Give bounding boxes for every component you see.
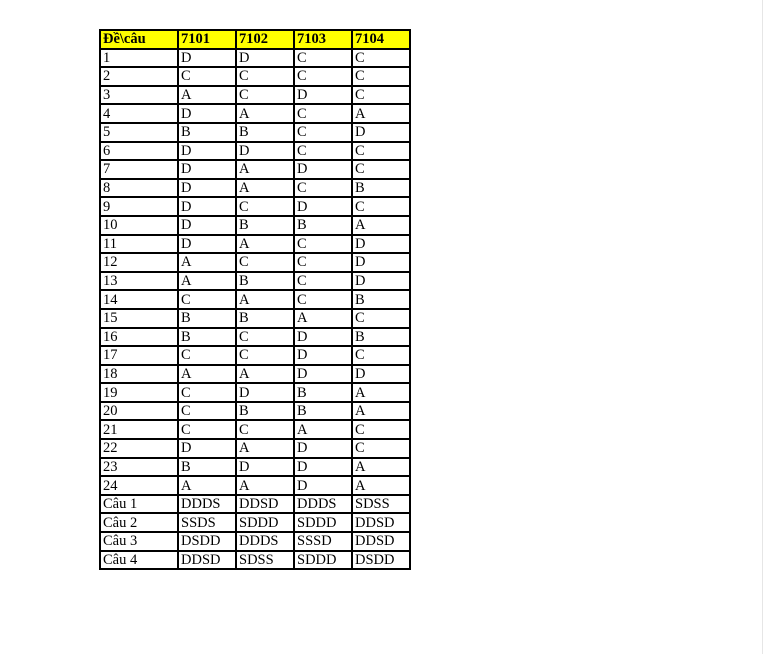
answer-cell: C [294, 49, 352, 68]
answer-cell: D [178, 104, 236, 123]
table-row [100, 551, 410, 570]
answer-cell: SDSS [236, 551, 294, 570]
answer-cell: B [352, 179, 410, 198]
question-number-cell: 10 [100, 216, 178, 235]
answer-cell: DDDS [236, 532, 294, 551]
table-row [100, 123, 410, 142]
answer-cell: C [352, 346, 410, 365]
header-cell-exam-code: 7102 [236, 30, 294, 49]
table-row [100, 67, 410, 86]
answer-key-table [99, 29, 411, 570]
answer-cell: A [236, 235, 294, 254]
question-number-cell: 24 [100, 476, 178, 495]
table-row [100, 290, 410, 309]
answer-cell: DDDS [178, 495, 236, 514]
question-number-cell: 14 [100, 290, 178, 309]
question-number-cell: 2 [100, 67, 178, 86]
question-number-cell: Câu 2 [100, 513, 178, 532]
answer-cell: A [236, 476, 294, 495]
answer-cell: C [352, 439, 410, 458]
answer-cell: C [236, 86, 294, 105]
question-number-cell: 8 [100, 179, 178, 198]
answer-cell: B [352, 328, 410, 347]
table-row [100, 402, 410, 421]
answer-cell: A [236, 104, 294, 123]
answer-cell: C [236, 253, 294, 272]
header-cell-exam-code: 7103 [294, 30, 352, 49]
answer-cell: A [178, 476, 236, 495]
answer-cell: C [178, 402, 236, 421]
table-row [100, 197, 410, 216]
table-row [100, 272, 410, 291]
question-number-cell: Câu 1 [100, 495, 178, 514]
answer-cell: C [294, 179, 352, 198]
answer-cell: D [178, 160, 236, 179]
answer-cell: C [294, 67, 352, 86]
answer-cell: DDDS [294, 495, 352, 514]
answer-cell: D [294, 439, 352, 458]
answer-cell: C [294, 253, 352, 272]
table-row [100, 532, 410, 551]
table-row [100, 49, 410, 68]
answer-cell: D [178, 235, 236, 254]
question-number-cell: 16 [100, 328, 178, 347]
question-number-cell: 5 [100, 123, 178, 142]
table-row [100, 86, 410, 105]
answer-cell: D [294, 160, 352, 179]
answer-cell: DDSD [178, 551, 236, 570]
answer-cell: B [294, 216, 352, 235]
table-row [100, 476, 410, 495]
question-number-cell: 19 [100, 383, 178, 402]
answer-cell: D [178, 179, 236, 198]
table-row [100, 253, 410, 272]
answer-cell: D [236, 49, 294, 68]
answer-cell: D [178, 142, 236, 161]
answer-cell: A [352, 458, 410, 477]
answer-cell: C [352, 49, 410, 68]
answer-cell: C [236, 346, 294, 365]
answer-cell: B [236, 216, 294, 235]
question-number-cell: 11 [100, 235, 178, 254]
header-row [100, 30, 410, 49]
answer-cell: C [352, 309, 410, 328]
question-number-cell: 9 [100, 197, 178, 216]
table-row [100, 160, 410, 179]
answer-cell: B [236, 272, 294, 291]
table-row [100, 235, 410, 254]
answer-cell: SSSD [294, 532, 352, 551]
answer-cell: D [352, 365, 410, 384]
answer-cell: C [178, 346, 236, 365]
table-row [100, 420, 410, 439]
answer-cell: B [178, 309, 236, 328]
answer-cell: B [178, 458, 236, 477]
answer-cell: A [352, 476, 410, 495]
answer-cell: D [294, 328, 352, 347]
answer-cell: B [236, 402, 294, 421]
answer-cell: SSDS [178, 513, 236, 532]
answer-cell: D [294, 346, 352, 365]
answer-cell: DDSD [352, 513, 410, 532]
question-number-cell: 22 [100, 439, 178, 458]
answer-cell: SDDD [294, 551, 352, 570]
question-number-cell: 18 [100, 365, 178, 384]
answer-cell: D [178, 216, 236, 235]
answer-cell: D [236, 458, 294, 477]
answer-cell: D [352, 123, 410, 142]
answer-cell: D [294, 365, 352, 384]
answer-cell: C [178, 420, 236, 439]
question-number-cell: 1 [100, 49, 178, 68]
answer-cell: D [236, 142, 294, 161]
question-number-cell: 21 [100, 420, 178, 439]
question-number-cell: 13 [100, 272, 178, 291]
page-edge-line [762, 0, 763, 654]
table-row [100, 383, 410, 402]
answer-cell: DSDD [178, 532, 236, 551]
question-number-cell: 4 [100, 104, 178, 123]
answer-cell: D [294, 476, 352, 495]
answer-cell: C [236, 67, 294, 86]
question-number-cell: 12 [100, 253, 178, 272]
answer-cell: SDSS [352, 495, 410, 514]
answer-cell: A [352, 402, 410, 421]
question-number-cell: 7 [100, 160, 178, 179]
question-number-cell: Câu 3 [100, 532, 178, 551]
answer-cell: C [236, 420, 294, 439]
answer-cell: A [352, 216, 410, 235]
answer-cell: SDDD [236, 513, 294, 532]
answer-cell: C [352, 197, 410, 216]
table-row [100, 346, 410, 365]
question-number-cell: Câu 4 [100, 551, 178, 570]
table-row [100, 495, 410, 514]
answer-cell: C [294, 235, 352, 254]
table-row [100, 104, 410, 123]
question-number-cell: 3 [100, 86, 178, 105]
answer-cell: B [178, 123, 236, 142]
answer-cell: D [294, 197, 352, 216]
table-body [100, 49, 410, 570]
answer-cell: A [236, 365, 294, 384]
answer-cell: D [178, 197, 236, 216]
answer-cell: C [352, 160, 410, 179]
answer-cell: A [178, 365, 236, 384]
answer-cell: C [352, 420, 410, 439]
question-number-cell: 15 [100, 309, 178, 328]
answer-cell: B [236, 309, 294, 328]
answer-cell: SDDD [294, 513, 352, 532]
table-row [100, 439, 410, 458]
answer-cell: C [294, 104, 352, 123]
answer-cell: B [236, 123, 294, 142]
answer-cell: C [178, 290, 236, 309]
answer-cell: A [236, 439, 294, 458]
question-number-cell: 20 [100, 402, 178, 421]
answer-cell: A [294, 420, 352, 439]
table-row [100, 458, 410, 477]
answer-cell: A [178, 86, 236, 105]
question-number-cell: 17 [100, 346, 178, 365]
answer-cell: C [236, 328, 294, 347]
answer-cell: C [178, 67, 236, 86]
answer-cell: C [236, 197, 294, 216]
answer-cell: B [294, 383, 352, 402]
table-row [100, 216, 410, 235]
answer-cell: D [352, 253, 410, 272]
answer-cell: DDSD [352, 532, 410, 551]
table-row [100, 328, 410, 347]
answer-cell: A [294, 309, 352, 328]
header-cell-exam-code: 7104 [352, 30, 410, 49]
table-row [100, 365, 410, 384]
answer-cell: C [352, 86, 410, 105]
table-row [100, 309, 410, 328]
answer-cell: D [352, 235, 410, 254]
answer-cell: D [178, 49, 236, 68]
answer-cell: C [294, 290, 352, 309]
answer-cell: D [294, 86, 352, 105]
table-row [100, 142, 410, 161]
header-cell-exam-question: Đề\câu [100, 30, 178, 49]
answer-cell: B [294, 402, 352, 421]
table-row [100, 513, 410, 532]
header-cell-exam-code: 7101 [178, 30, 236, 49]
answer-cell: D [352, 272, 410, 291]
answer-cell: DSDD [352, 551, 410, 570]
answer-cell: A [236, 160, 294, 179]
answer-cell: A [178, 253, 236, 272]
answer-cell: C [178, 383, 236, 402]
answer-cell: C [294, 123, 352, 142]
table-row [100, 179, 410, 198]
question-number-cell: 23 [100, 458, 178, 477]
answer-cell: D [294, 458, 352, 477]
answer-cell: A [236, 290, 294, 309]
answer-cell: DDSD [236, 495, 294, 514]
answer-cell: A [178, 272, 236, 291]
answer-cell: C [352, 142, 410, 161]
answer-cell: A [352, 383, 410, 402]
answer-cell: C [352, 67, 410, 86]
answer-cell: C [294, 272, 352, 291]
answer-cell: B [352, 290, 410, 309]
answer-cell: D [178, 439, 236, 458]
answer-cell: D [236, 383, 294, 402]
answer-cell: A [236, 179, 294, 198]
answer-cell: C [294, 142, 352, 161]
answer-cell: B [178, 328, 236, 347]
question-number-cell: 6 [100, 142, 178, 161]
answer-cell: A [352, 104, 410, 123]
